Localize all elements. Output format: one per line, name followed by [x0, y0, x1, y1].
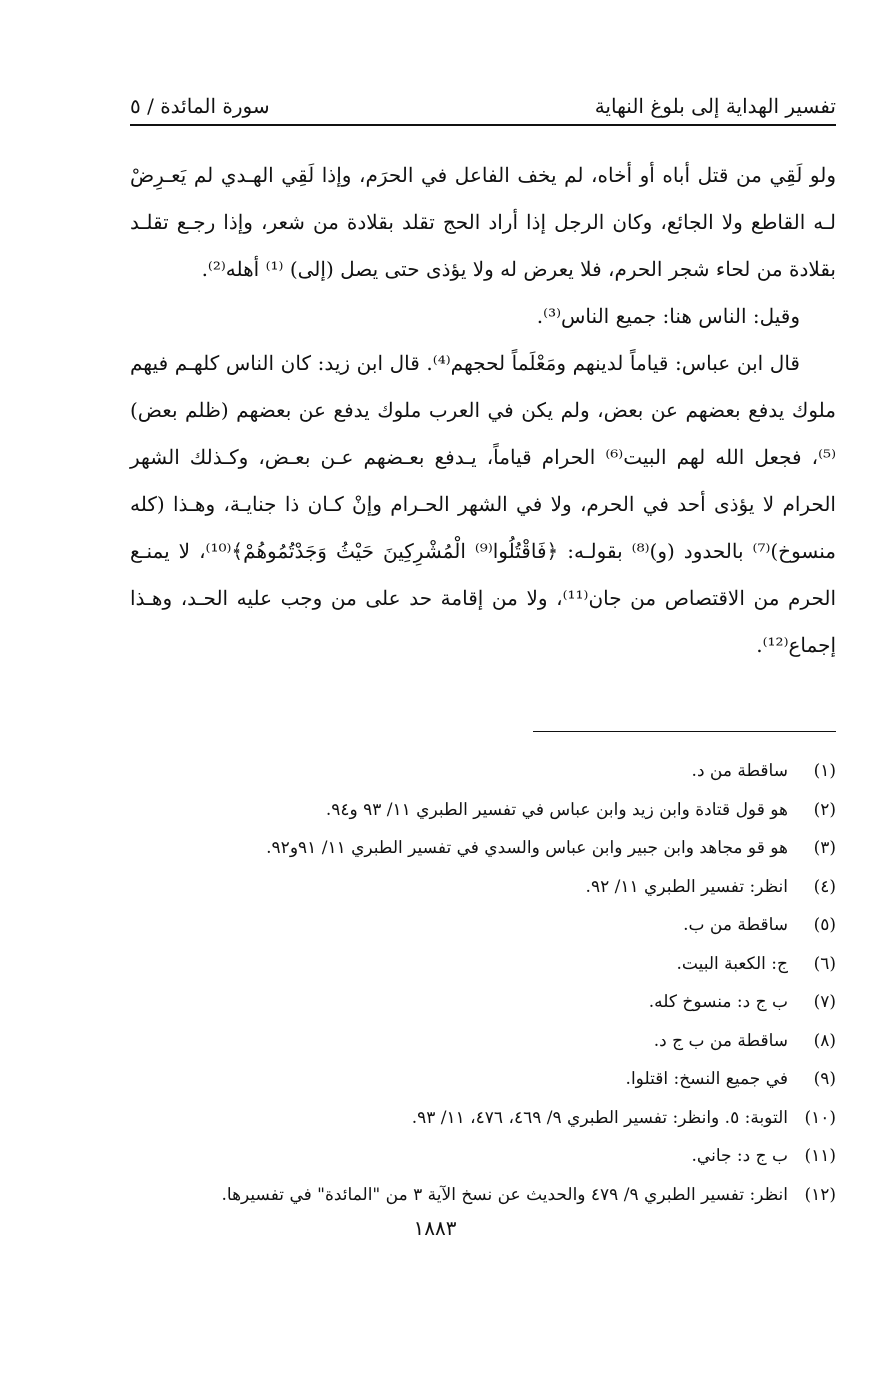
book-title: تفسير الهداية إلى بلوغ النهاية: [594, 94, 836, 118]
footnote: [150, 868, 836, 907]
footnote-text: ب ج د: منسوخ كله.: [648, 992, 788, 1012]
footnote-number: (٤): [813, 876, 836, 897]
footnote: [150, 1022, 836, 1061]
footnote-text: ساقطة من ب.: [683, 915, 788, 935]
footnote: [150, 945, 836, 984]
footnote-text: ساقطة من ب ج د.: [653, 1030, 788, 1051]
footnote-number: (١١): [804, 1146, 836, 1166]
running-header: [130, 88, 836, 124]
footnote: [150, 791, 836, 830]
footnote-rule: [533, 731, 836, 732]
footnote-text: التوبة: ٥. وانظر: تفسير الطبري ٩/ ٤٦٩، ٤٧٦، ١١/ ٩٣.: [411, 1107, 788, 1128]
footnote-text: ج: الكعبة البيت.: [676, 953, 788, 974]
footnotes: [150, 752, 836, 1214]
footnote-number: (٥): [813, 915, 836, 935]
footnote-number: (٢): [813, 799, 836, 820]
footnote-text: انظر: تفسير الطبري ٩/ ٤٧٩ والحديث عن نسخ الآية ٣ من "المائدة" في تفسيرها.: [221, 1184, 788, 1205]
footnote-text: ساقطة من د.: [691, 761, 788, 781]
footnote-text: هو قول قتادة وابن زيد وابن عباس في تفسير الطبري ١١/ ٩٣ و٩٤.: [325, 799, 788, 820]
body-paragraph: قال ابن عباس: قياماً لدينهم ومَعْلَماً لحجهم⁽⁴⁾. قال ابن زيد: كان الناس كلهـم فيهم ملوك يدفع بعضهم عن بعض، ولم يكن في العرب ملوك يدفع عن بعضهم (ظلم بعض)⁽⁵⁾، فجعل الله لهم البيت⁽⁶⁾ الحرام قياماً، يـدفع بعـضهم عـن بعـض، وكـذلك الشهر الحرام لا يؤذى أحد في الحرم، ولا في الشهر الحـرام وإنْ كـان ذا جنايـة، وهـذا (كله منسوخ)⁽⁷⁾ بالحدود (و)⁽⁸⁾ بقولـه: ﴿فَاقْتُلُوا⁽⁹⁾ الْمُشْرِكِينَ حَيْثُ وَجَدْتُمُوهُمْ﴾⁽¹⁰⁾، لا يمنـع الحرم من الاقتصاص من جان⁽¹¹⁾، ولا من إقامة حد على من وجب عليه الحـد، وهـذا إجماع⁽¹²⁾.: [130, 351, 837, 657]
footnote-text: هو قو مجاهد وابن جبير وابن عباس والسدي في تفسير الطبري ١١/ ٩١و٩٢.: [266, 838, 788, 858]
header-rule: [130, 124, 836, 126]
footnote-text: في جميع النسخ: اقتلوا.: [625, 1069, 788, 1089]
footnote: [150, 983, 836, 1022]
footnote: [150, 1176, 836, 1215]
surah-label: سورة المائدة / ٥: [130, 94, 270, 118]
footnote: [150, 1060, 836, 1099]
footnote-text: ب ج د: جاني.: [691, 1146, 788, 1166]
footnote: [150, 906, 836, 945]
footnote-number: (٨): [813, 1030, 836, 1051]
body-paragraph: وقيل: الناس هنا: جميع الناس⁽³⁾.: [536, 304, 800, 328]
footnote-text: انظر: تفسير الطبري ١١/ ٩٢.: [585, 876, 788, 897]
footnote: [150, 752, 836, 791]
footnote-number: (١): [813, 761, 836, 781]
footnote: [150, 1137, 836, 1176]
footnote: [150, 1099, 836, 1138]
footnote-number: (٧): [813, 992, 836, 1012]
footnote-number: (٣): [813, 838, 836, 858]
footnote-number: (٩): [813, 1069, 836, 1089]
footnote-number: (١٢): [804, 1184, 836, 1205]
page-number: ١٨٨٣: [413, 1216, 457, 1240]
body-paragraph: ولو لَقِي من قتل أباه أو أخاه، لم يخف الفاعل في الحرَم، وإذا لَقِي الهـدي لم يَعـرِضْ لـه القاطع ولا الجائع، وكان الرجل إذا أراد الحج تقلد بقلادة من شعر، وإذا رجـع تقلـد بقلادة من لحاء شجر الحرم، فلا يعرض له ولا يؤذى حتى يصل (إلى) ⁽¹⁾ أهله⁽²⁾.: [130, 163, 836, 281]
footnote: [150, 829, 836, 868]
footnote-number: (٦): [813, 953, 836, 974]
footnote-number: (١٠): [804, 1107, 836, 1128]
main-text: [130, 152, 836, 669]
